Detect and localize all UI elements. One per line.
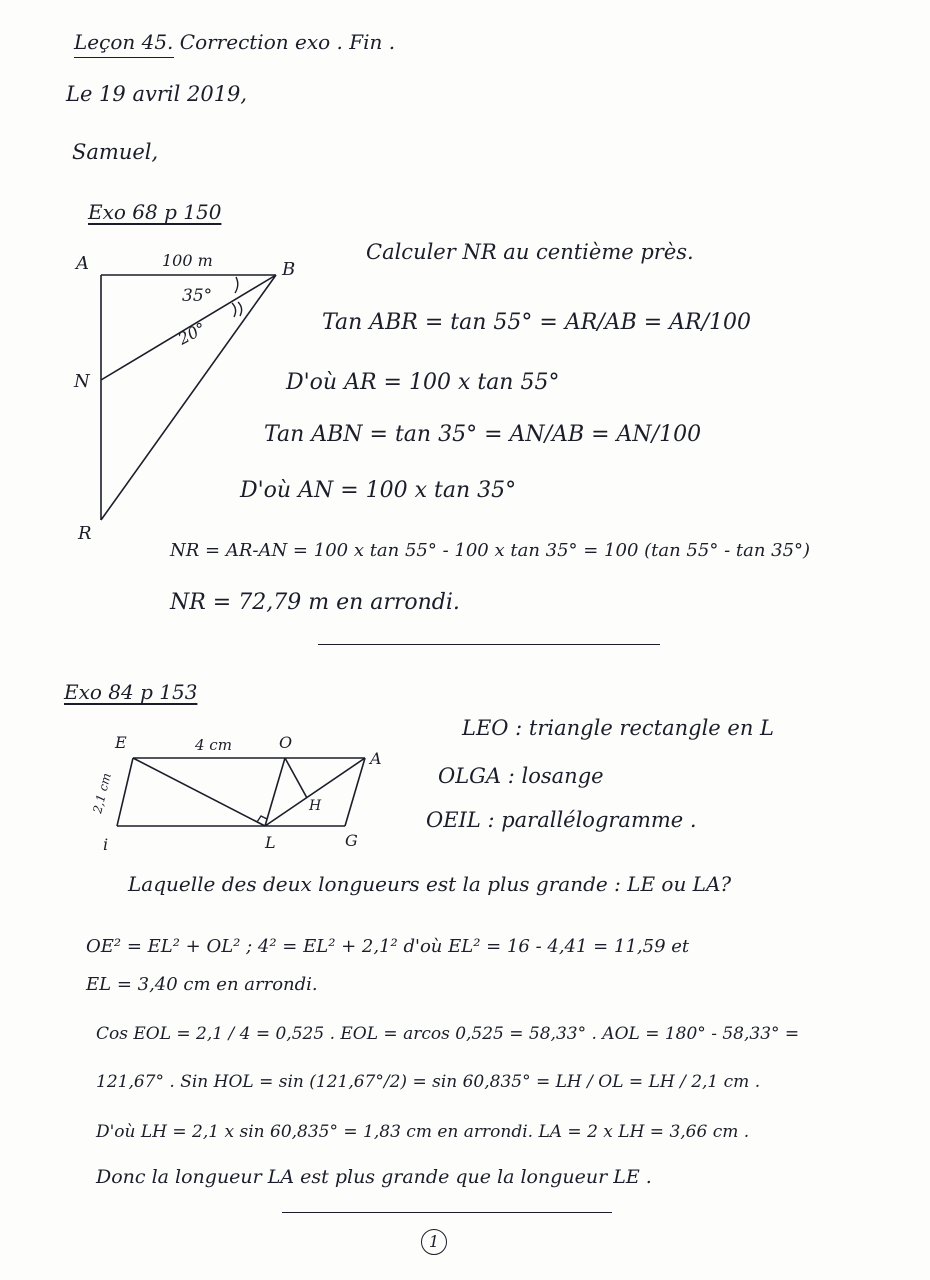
- point-h-label: H: [309, 798, 322, 814]
- given-triangle: LEO : triangle rectangle en L: [462, 716, 774, 740]
- exercise1-title: Exo 68 p 150: [88, 200, 222, 224]
- footer-divider: [282, 1212, 612, 1213]
- angle-arc-20: [232, 303, 236, 317]
- lesson-title: Leçon 45. Correction exo . Fin .: [74, 30, 396, 54]
- exercise2-line-5: D'où LH = 2,1 x sin 60,835° = 1,83 cm en arrondi. LA = 2 x LH = 3,66 cm .: [96, 1122, 750, 1142]
- exercise1-triangle-figure: [70, 245, 310, 550]
- exercise1-prompt: Calculer NR au centième près.: [366, 240, 694, 264]
- point-n-label: N: [74, 371, 90, 392]
- segment-ag: [345, 758, 365, 826]
- side-ab-label: 100 m: [162, 251, 213, 270]
- point-l-label: L: [265, 833, 276, 852]
- point-g-label: G: [345, 831, 358, 850]
- point-r-label: R: [78, 523, 92, 544]
- title-underline: [74, 57, 174, 58]
- segment-ol: [265, 758, 285, 826]
- point-a-label: A: [76, 253, 89, 274]
- side-ei-label: 2,1 cm: [90, 771, 114, 815]
- point-b-label: B: [282, 259, 296, 280]
- exercise1-line-5: NR = AR-AN = 100 x tan 55° - 100 x tan 35° = 100 (tan 55° - tan 35°): [170, 540, 811, 561]
- exercise2-line-2: EL = 3,40 cm en arrondi.: [86, 974, 318, 995]
- exercise2-line-1: OE² = EL² + OL² ; 4² = EL² + 2,1² d'où EL² = 16 - 4,41 = 11,59 et: [86, 936, 690, 957]
- segment-oh: [285, 758, 307, 798]
- exercise2-conclusion: Donc la longueur LA est plus grande que la longueur LE .: [96, 1166, 652, 1188]
- point-a-label: A: [370, 749, 382, 768]
- exercise1-line-2: D'où AR = 100 x tan 55°: [286, 370, 560, 395]
- segment-el: [133, 758, 265, 826]
- page-number: 1: [421, 1229, 447, 1255]
- angle-20-label: 20°: [174, 318, 209, 349]
- given-parallelogram: OEIL : parallélogramme .: [426, 808, 697, 832]
- given-rhombus: OLGA : losange: [438, 764, 604, 788]
- exercise2-title: Exo 84 p 153: [64, 680, 198, 704]
- exercise1-line-4: D'où AN = 100 x tan 35°: [240, 478, 517, 503]
- point-i-label: i: [103, 835, 109, 854]
- exercise2-line-4: 121,67° . Sin HOL = sin (121,67°/2) = sin 60,835° = LH / OL = LH / 2,1 cm .: [96, 1072, 761, 1092]
- exercise2-quadrilateral-figure: [90, 728, 395, 854]
- side-eo-label: 4 cm: [195, 736, 232, 754]
- right-angle-mark: [257, 816, 267, 822]
- exercise1-line-1: Tan ABR = tan 55° = AR/AB = AR/100: [322, 310, 752, 335]
- exercise2-line-3: Cos EOL = 2,1 / 4 = 0,525 . EOL = arcos 0,525 = 58,33° . AOL = 180° - 58,33° =: [96, 1024, 800, 1044]
- date: Le 19 avril 2019,: [66, 82, 248, 106]
- segment-ei: [117, 758, 133, 826]
- section-divider: [318, 644, 660, 645]
- angle-arc-35: [235, 277, 238, 293]
- exercise1-line-3: Tan ABN = tan 35° = AN/AB = AN/100: [264, 422, 702, 447]
- greeting: Samuel,: [72, 140, 159, 164]
- exercise2-question: Laquelle des deux longueurs est la plus grande : LE ou LA?: [128, 872, 732, 896]
- segment-la: [265, 758, 365, 826]
- angle-35-label: 35°: [182, 286, 213, 306]
- exercise1-result: NR = 72,79 m en arrondi.: [170, 590, 460, 615]
- point-o-label: O: [279, 733, 293, 752]
- angle-arc-20b: [238, 302, 242, 316]
- point-e-label: E: [115, 733, 127, 752]
